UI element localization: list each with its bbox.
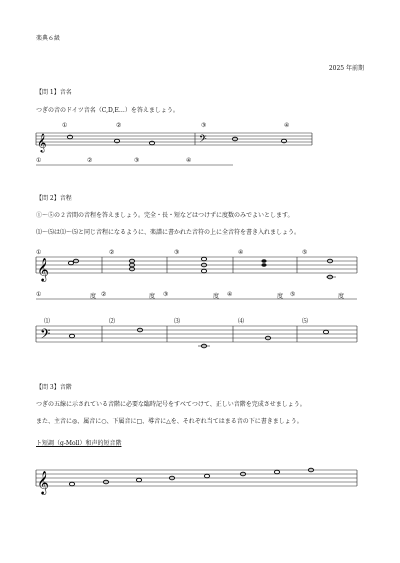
svg-text:𝄢: 𝄢 bbox=[199, 133, 207, 147]
svg-text:𝄞: 𝄞 bbox=[37, 470, 49, 494]
svg-text:𝄞: 𝄞 bbox=[37, 257, 49, 281]
svg-text:𝄞: 𝄞 bbox=[37, 133, 47, 152]
q2-marker2-4: ⑷ bbox=[238, 318, 245, 325]
q1-answer-2[interactable]: ② bbox=[87, 157, 93, 164]
q2-degree-2[interactable]: 度 bbox=[149, 293, 156, 300]
q2-marker2-5: ⑸ bbox=[302, 318, 309, 325]
q2-answer-label-4: ④ bbox=[227, 291, 233, 298]
q1-heading: 【問 1】音名 bbox=[36, 89, 72, 96]
q2-degree-1[interactable]: 度 bbox=[90, 293, 97, 300]
q1-answer-3[interactable]: ③ bbox=[134, 157, 140, 164]
svg-text:𝄢: 𝄢 bbox=[40, 326, 51, 345]
q2-answer-label-2: ② bbox=[101, 291, 107, 298]
q2-answer-label-5: ⑤ bbox=[290, 291, 296, 298]
q2-marker-1: ① bbox=[36, 249, 42, 256]
q1-marker-2: ② bbox=[116, 122, 122, 129]
q1-marker-3: ③ bbox=[201, 122, 207, 129]
q1-marker-4: ④ bbox=[284, 122, 290, 129]
q2-degree-3[interactable]: 度 bbox=[213, 293, 220, 300]
q3-heading: 【問 3】音階 bbox=[36, 384, 72, 391]
q2-marker-4: ④ bbox=[238, 249, 244, 256]
q2-answer-label-1: ① bbox=[36, 291, 42, 298]
q2-heading: 【問 2】音程 bbox=[36, 195, 72, 202]
q2-marker2-1: ⑴ bbox=[44, 318, 51, 325]
page-title: 楽典６級 bbox=[36, 35, 61, 42]
q2-marker-2: ② bbox=[109, 249, 115, 256]
q2-answer-label-3: ③ bbox=[163, 291, 169, 298]
q3-instruction-2: また、主音に◎、属音に○、下属音に□、導音に△を、それぞれ当てはまる音の下に書きましょう。 bbox=[36, 418, 303, 425]
q1-marker-1: ① bbox=[62, 122, 68, 129]
q1-answer-4[interactable]: ④ bbox=[186, 157, 192, 164]
exam-term: 2025 年前期 bbox=[328, 65, 364, 72]
q3-instruction-1: つぎの五線に示されている音階に必要な臨時記号をすべてつけて、正しい音階を完成させましょう。 bbox=[36, 401, 306, 408]
scale-title: ト短調（g-Moll）和声的短音階 bbox=[36, 440, 122, 447]
q2-instruction-2: ⑴〜⑸は⑴〜⑸と同じ音程になるように、楽譜に書かれた音符の上に全音符を書き入れましょう。 bbox=[36, 229, 301, 236]
q2-instruction-1: ①〜⑤の２音間の音程を答えましょう。完全・長・短などはつけずに度数のみでよいとします。 bbox=[36, 212, 294, 219]
q2-marker-3: ③ bbox=[174, 249, 180, 256]
q2-degree-4[interactable]: 度 bbox=[277, 293, 284, 300]
q2-marker2-2: ⑵ bbox=[109, 318, 116, 325]
q1-answer-1[interactable]: ① bbox=[36, 157, 42, 164]
q1-instruction: つぎの音のドイツ音名（C,D,E…）を答えましょう。 bbox=[36, 107, 179, 114]
q2-marker-5: ⑤ bbox=[302, 249, 308, 256]
q2-marker2-3: ⑶ bbox=[174, 318, 181, 325]
q2-degree-5[interactable]: 度 bbox=[338, 293, 345, 300]
